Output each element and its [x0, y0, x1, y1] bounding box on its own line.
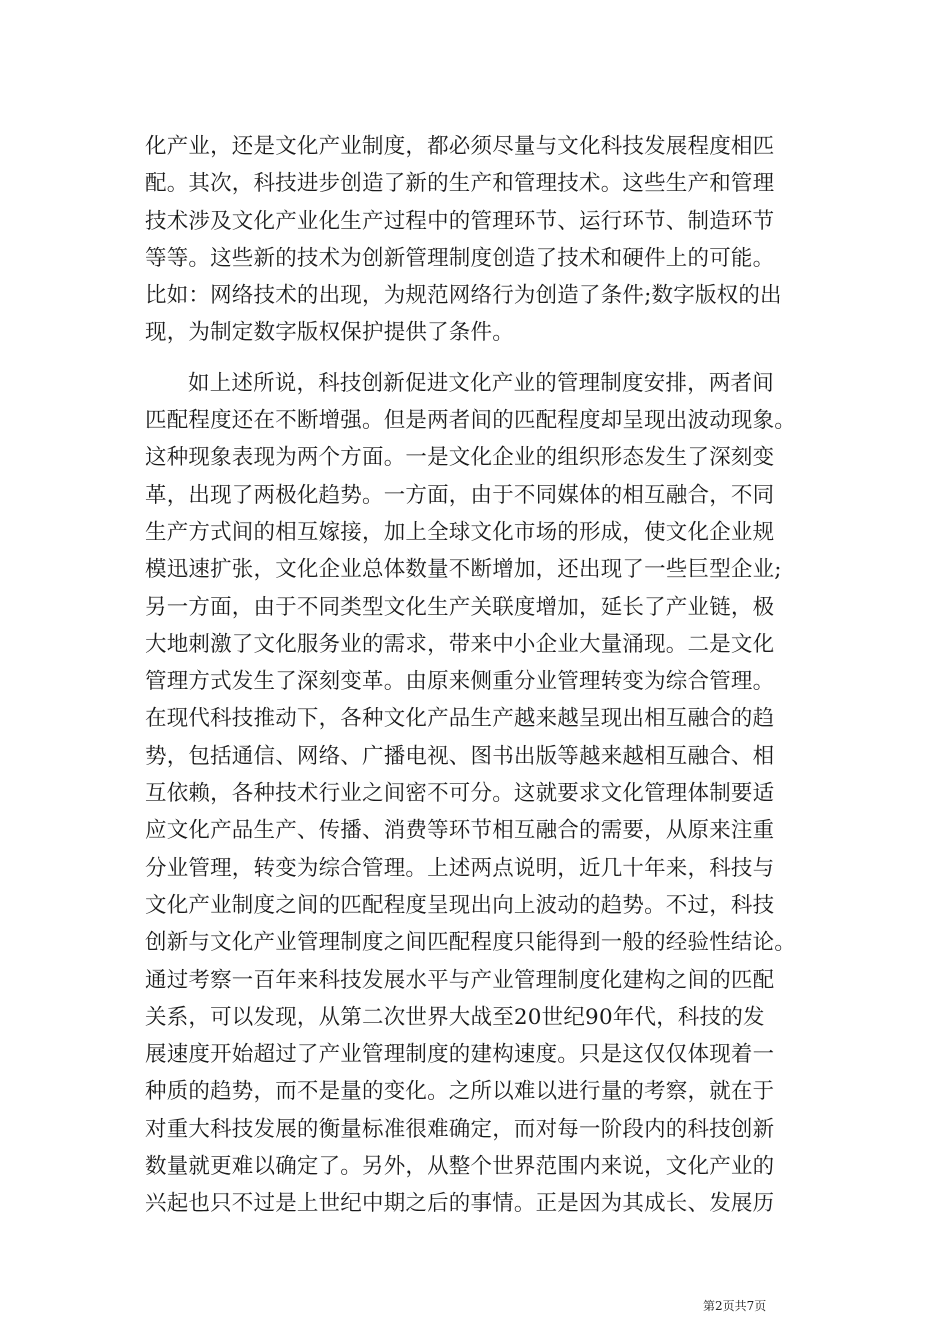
text-line: 匹配程度还在不断增强。但是两者间的匹配程度却呈现出波动现象。	[145, 408, 797, 434]
text-line: 数量就更难以确定了。另外，从整个世界范围内来说，文化产业的	[145, 1154, 775, 1180]
text-line: 生产方式间的相互嫁接，加上全球文化市场的形成，使文化企业规	[145, 519, 775, 545]
document-body	[145, 128, 810, 1223]
text-line: 革，出现了两极化趋势。一方面，由于不同媒体的相互融合，不同	[145, 482, 775, 508]
text-line: 文化产业制度之间的匹配程度呈现出向上波动的趋势。不过，科技	[145, 892, 775, 918]
text-line: 配。其次，科技进步创造了新的生产和管理技术。这些生产和管理	[145, 171, 775, 197]
text-line: 比如：网络技术的出现，为规范网络行为创造了条件;数字版权的出	[145, 283, 782, 309]
text-line: 技术涉及文化产业化生产过程中的管理环节、运行环节、制造环节	[145, 208, 775, 234]
paragraph-1	[145, 128, 810, 352]
text-line: 种质的趋势，而不是量的变化。之所以难以进行量的考察，就在于	[145, 1079, 775, 1105]
text-line: 管理方式发生了深刻变革。由原来侧重分业管理转变为综合管理。	[145, 669, 775, 695]
text-line: 在现代科技推动下，各种文化产品生产越来越呈现出相互融合的趋	[145, 706, 775, 732]
text-line: 现，为制定数字版权保护提供了条件。	[145, 320, 514, 346]
text-line: 互依赖，各种技术行业之间密不可分。这就要求文化管理体制要适	[145, 781, 775, 807]
text-line: 等等。这些新的技术为创新管理制度创造了技术和硬件上的可能。	[145, 245, 775, 271]
text-line: 对重大科技发展的衡量标准很难确定，而对每一阶段内的科技创新	[145, 1116, 775, 1142]
text-line: 关系，可以发现，从第二次世界大战至20世纪90年代，科技的发	[145, 1004, 765, 1030]
text-line: 展速度开始超过了产业管理制度的建构速度。只是这仅仅体现着一	[145, 1042, 775, 1068]
text-line: 这种现象表现为两个方面。一是文化企业的组织形态发生了深刻变	[145, 445, 775, 471]
text-line: 创新与文化产业管理制度之间匹配程度只能得到一般的经验性结论。	[145, 930, 797, 956]
text-line: 大地刺激了文化服务业的需求，带来中小企业大量涌现。二是文化	[145, 631, 775, 657]
paragraph-gap	[145, 352, 810, 365]
text-line: 模迅速扩张，文化企业总体数量不断增加，还出现了一些巨型企业;	[145, 557, 782, 583]
text-line: 另一方面，由于不同类型文化生产关联度增加，延长了产业链，极	[145, 594, 775, 620]
text-line: 兴起也只不过是上世纪中期之后的事情。正是因为其成长、发展历	[145, 1191, 775, 1217]
text-line: 分业管理，转变为综合管理。上述两点说明，近几十年来，科技与	[145, 855, 775, 881]
text-line: 应文化产品生产、传播、消费等环节相互融合的需要，从原来注重	[145, 818, 775, 844]
page-number-footer: 第2页共7页	[703, 1299, 767, 1313]
paragraph-2	[145, 365, 810, 1223]
text-line-first: 如上述所说，科技创新促进文化产业的管理制度安排，两者间	[188, 370, 774, 396]
text-line: 势，包括通信、网络、广播电视、图书出版等越来越相互融合、相	[145, 743, 775, 769]
text-line: 通过考察一百年来科技发展水平与产业管理制度化建构之间的匹配	[145, 967, 775, 993]
text-line: 化产业，还是文化产业制度，都必须尽量与文化科技发展程度相匹	[145, 134, 775, 159]
